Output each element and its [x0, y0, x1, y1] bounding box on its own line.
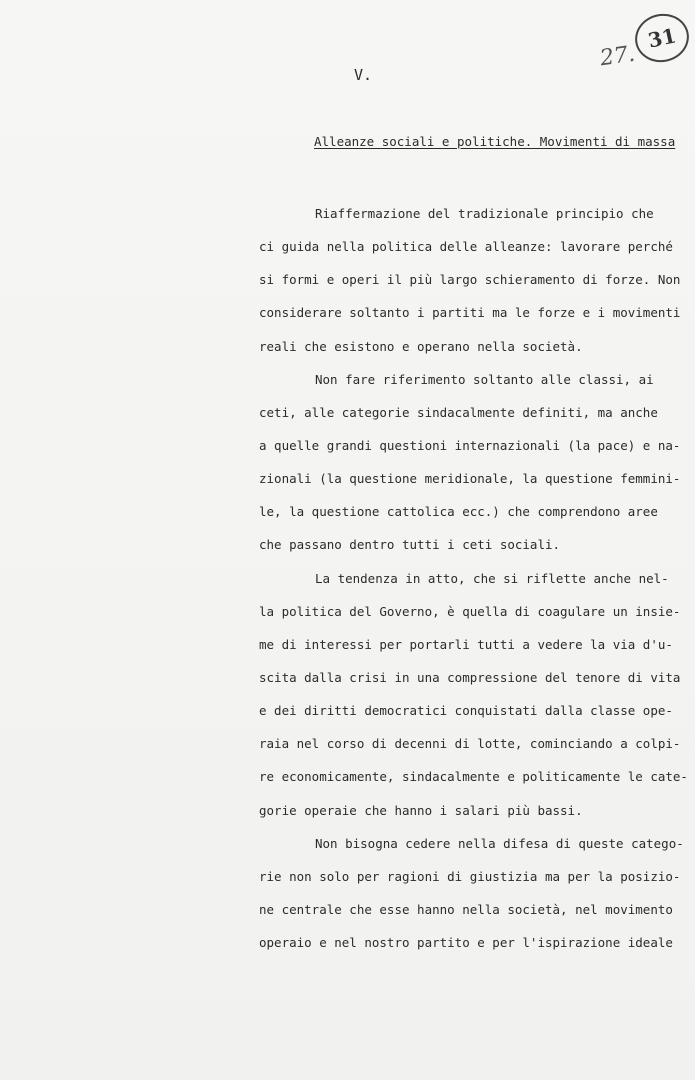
- circled-page-number: 31: [631, 9, 694, 67]
- text-line: le, la questione cattolica ecc.) che comprendono aree: [259, 504, 658, 520]
- text-line: ci guida nella politica delle alleanze: lavorare perché: [259, 239, 673, 255]
- text-line: reali che esistono e operano nella società.: [259, 338, 583, 354]
- text-line: Non fare riferimento soltanto alle classi, ai: [315, 371, 654, 387]
- text-line: ceti, alle categorie sindacalmente definiti, ma anche: [259, 404, 658, 420]
- text-line: me di interessi per portarli tutti a vedere la via d'u-: [259, 636, 673, 652]
- text-line: Riaffermazione del tradizionale principio che: [315, 206, 654, 221]
- text-line: considerare soltanto i partiti ma le forze e i movimenti: [259, 305, 681, 321]
- text-line: si formi e operi il più largo schieramento di forze. Non: [259, 272, 681, 288]
- section-title: Alleanze sociali e politiche. Movimenti di massa: [314, 134, 676, 149]
- text-line: scita dalla crisi in una compressione del tenore di vita: [259, 669, 681, 685]
- text-line: a quelle grandi questioni internazionali (la pace) e na-: [259, 437, 681, 453]
- text-line: re economicamente, sindacalmente e politicamente le cate-: [259, 769, 688, 785]
- body-text: [259, 197, 688, 959]
- text-line: che passano dentro tutti i ceti sociali.: [259, 537, 561, 553]
- text-line: La tendenza in atto, che si riflette anche nel-: [315, 570, 669, 586]
- text-line: e dei diritti democratici conquistati dalla classe ope-: [259, 703, 673, 719]
- text-line: raia nel corso di decenni di lotte, cominciando a colpi-: [259, 736, 681, 752]
- text-line: gorie operaie che hanno i salari più bassi.: [259, 802, 583, 818]
- text-line: Non bisogna cedere nella difesa di queste catego-: [315, 835, 684, 851]
- text-line: rie non solo per ragioni di giustizia ma per la posizio-: [259, 868, 681, 884]
- text-line: ne centrale che esse hanno nella società, nel movimento: [259, 901, 673, 917]
- text-line: la politica del Governo, è quella di coagulare un insie-: [259, 603, 681, 619]
- text-line: operaio e nel nostro partito e per l'ispirazione ideale: [259, 935, 673, 951]
- chapter-number: V.: [354, 66, 373, 84]
- handwritten-page-number: 27.: [598, 41, 637, 72]
- text-line: zionali (la questione meridionale, la questione femmini-: [259, 471, 681, 487]
